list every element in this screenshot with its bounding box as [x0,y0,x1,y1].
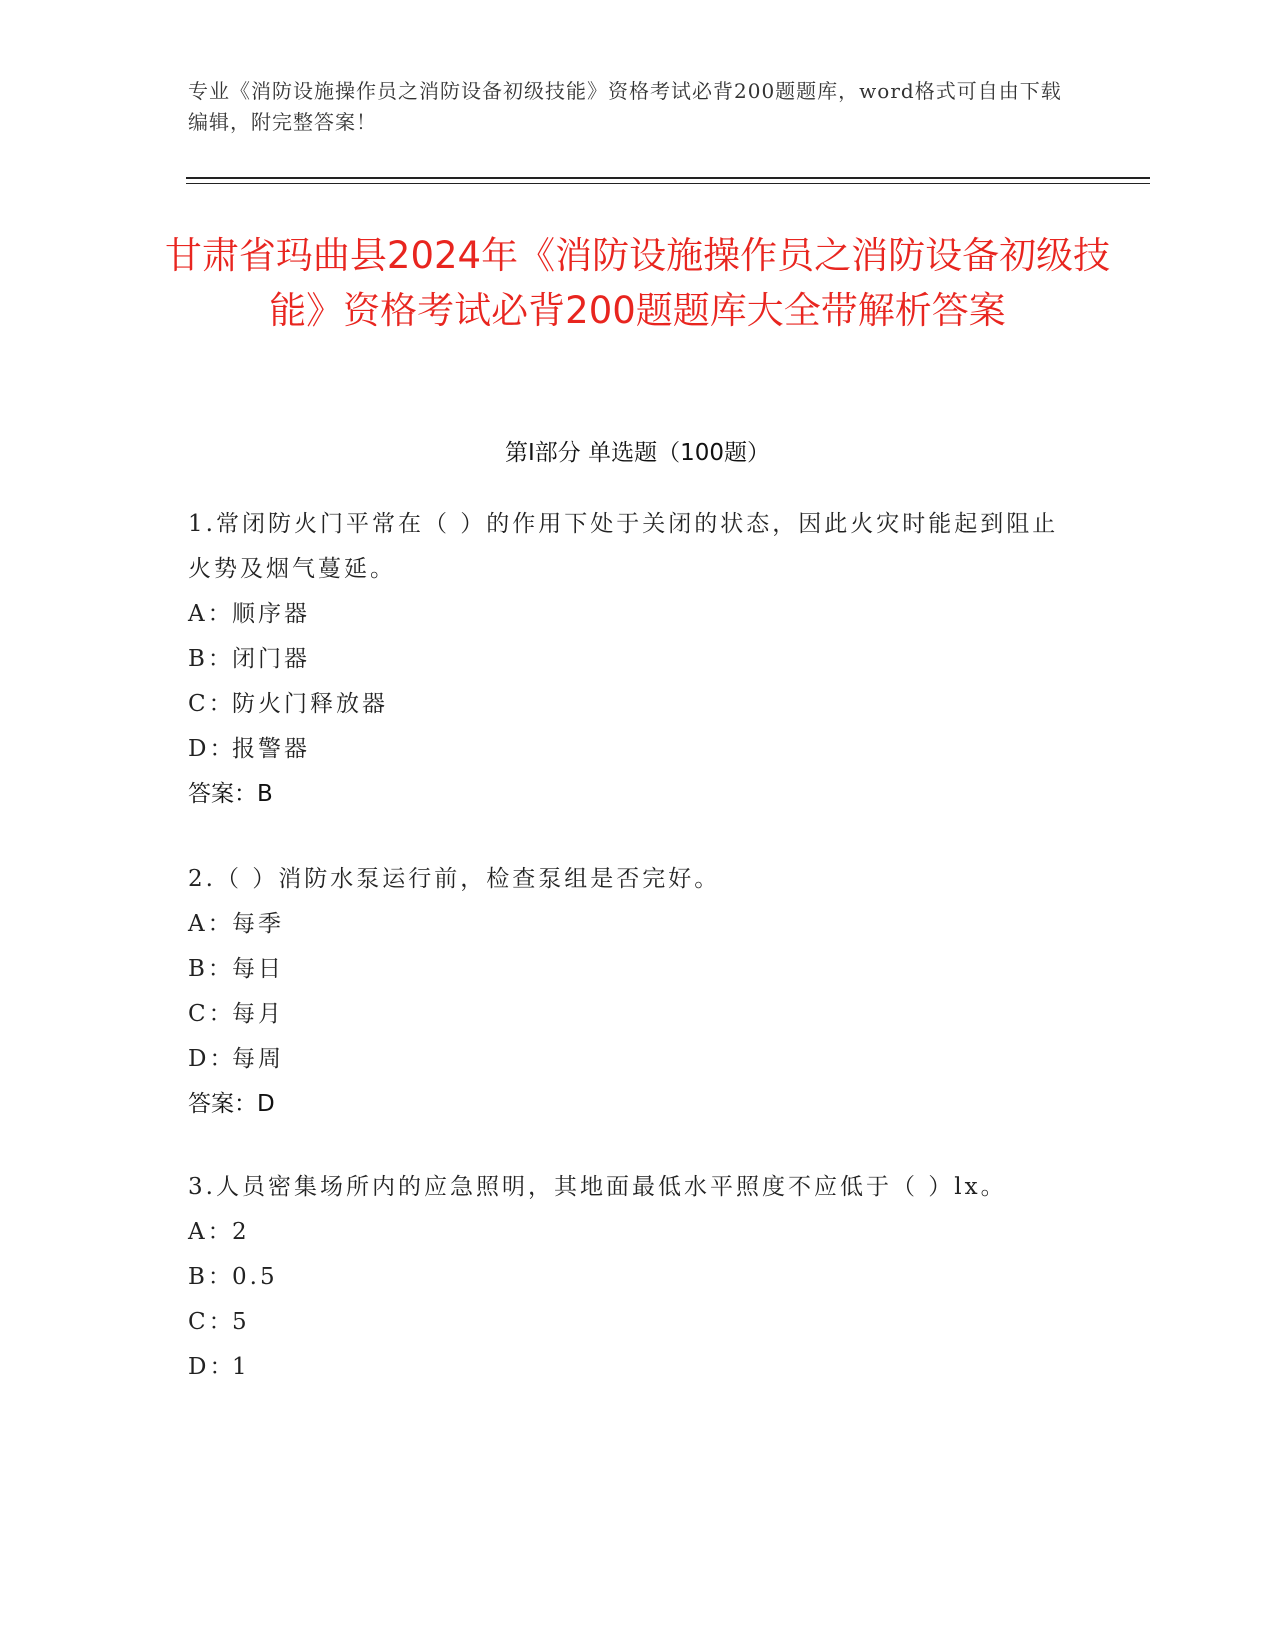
question-1 [188,502,1068,817]
option-key: D： [188,1354,236,1380]
header-divider-thin [186,183,1150,184]
option-key: B： [188,1264,234,1290]
option-text: 防火门释放器 [232,691,388,717]
answer: 答案：B [188,781,273,807]
question-3 [188,1165,1068,1390]
option-key: D： [188,736,236,762]
option-text: 每季 [232,911,284,937]
option-key: C： [188,691,235,717]
answer: 答案：D [188,1091,275,1117]
option-text: 报警器 [232,736,310,762]
option-c [188,1300,1068,1345]
option-d [188,1037,1068,1082]
header-divider-thick [186,177,1150,179]
option-text: 每日 [232,956,284,982]
option-a [188,1210,1068,1255]
option-c [188,992,1068,1037]
question-2 [188,857,1068,1127]
option-key: B： [188,646,234,672]
option-key: B： [188,956,234,982]
option-key: D： [188,1046,236,1072]
option-text: 闭门器 [232,646,310,672]
option-text: 每周 [232,1046,284,1072]
option-text: 5 [232,1309,250,1335]
option-key: C： [188,1001,235,1027]
option-b [188,947,1068,992]
section-heading: 第Ⅰ部分 单选题（100题） [505,440,770,466]
question-stem: 2.（ ）消防水泵运行前，检查泵组是否完好。 [188,866,721,892]
option-text: 1 [232,1354,250,1380]
option-text: 0.5 [232,1264,278,1290]
option-b [188,637,1068,682]
document-title: 甘肃省玛曲县2024年《消防设施操作员之消防设备初级技能》资格考试必背200题题库大全带解析答案 [164,234,1111,332]
option-key: A： [188,1219,234,1245]
option-text: 每月 [232,1001,284,1027]
option-a [188,592,1068,637]
option-a [188,902,1068,947]
option-d [188,727,1068,772]
option-text: 2 [232,1219,250,1245]
option-b [188,1255,1068,1300]
option-key: C： [188,1309,235,1335]
header-note: 专业《消防设施操作员之消防设备初级技能》资格考试必背200题题库，word格式可自由下载编辑，附完整答案！ [188,79,1062,134]
option-text: 顺序器 [232,601,310,627]
question-stem: 3.人员密集场所内的应急照明，其地面最低水平照度不应低于（ ）lx。 [188,1174,1007,1200]
question-stem: 1.常闭防火门平常在（ ）的作用下处于关闭的状态，因此火灾时能起到阻止火势及烟气蔓延。 [188,511,1059,582]
option-key: A： [188,601,234,627]
option-d [188,1345,1068,1390]
option-key: A： [188,911,234,937]
option-c [188,682,1068,727]
